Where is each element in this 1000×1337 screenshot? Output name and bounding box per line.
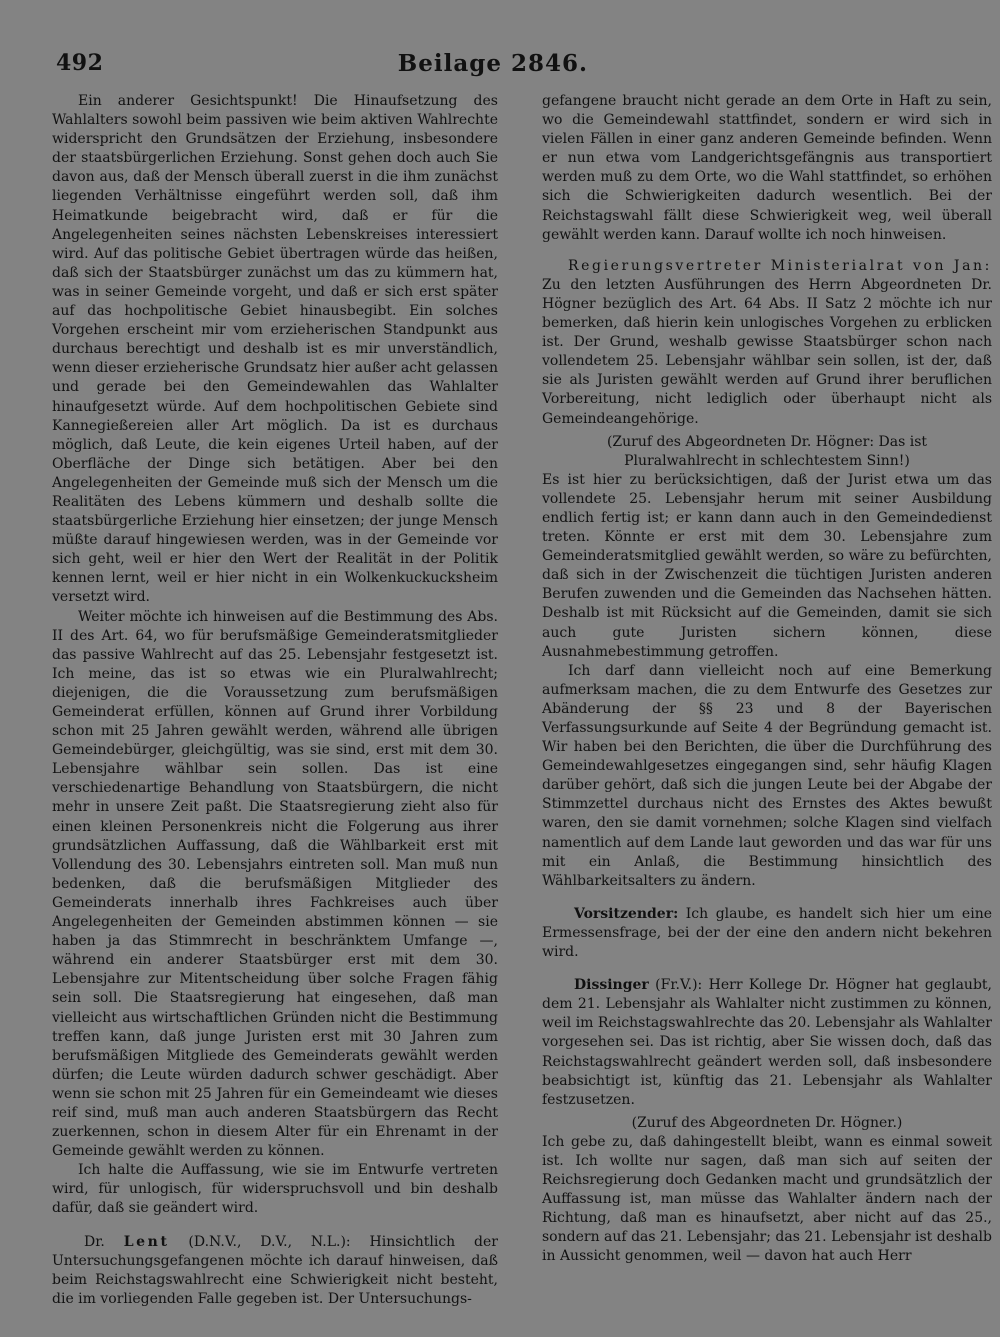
speaker-affiliation: (D.N.V., D.V., N.L.): (169, 1233, 370, 1250)
speaker-name: Vorsitzender: (574, 905, 679, 922)
speaker-name: Lent (123, 1233, 170, 1250)
speaker-name: Dissinger (574, 977, 649, 994)
speech-paragraph (542, 905, 992, 962)
speech-paragraph (52, 1233, 498, 1309)
speech-text: Zu den letzten Ausführungen des Herrn Abgeordneten Dr. Högner bezüglich des Art. 64 Abs. II Satz 2 möchte ich nur bemerken, daß hierin kein unlogisches Vorgehen zu erblicken ist. Der Grund, weshalb gewisse Staatsbürger schon nach vollendetem 25. Lebensjahr wählbar sein sollen, ist der, daß sie als Juristen gewählt werden auf Grund ihrer beruflichen Vorbereitung, nicht lediglich oder überhaupt nicht als Gemeindeangehörige. (542, 276, 992, 427)
speech-paragraph (542, 976, 992, 1110)
speaker-prefix: Dr. (84, 1233, 124, 1250)
speaker-separator (678, 906, 686, 922)
speaker-name: Regierungsvertreter Ministerialrat von Jan: (568, 257, 992, 274)
page-number: 492 (56, 50, 104, 76)
speech-text: Ich glaube, es handelt sich hier um eine Ermessensfrage, bei der der eine den andern nicht bekehren wird. (542, 905, 992, 961)
paragraph: Ich gebe zu, daß dahingestellt bleibt, wann es einmal soweit ist. Ich wollte nur sagen, daß man sich auf seiten der Reichsregierung doch Gedanken macht und grundsätzlich der Auffassung ist, man müsse das Wahlalter ändern nach der Richtung, daß man es hinaufsetzt, aber nicht auf das 25., sondern auf das 21. Lebensjahr; das 21. Lebensjahr ist deshalb in Aussicht genommen, weil — davon hat auch Herr (542, 1133, 992, 1265)
right-column (542, 92, 992, 1267)
page-header (56, 50, 588, 84)
speech-text: Hinsichtlich der Untersuchungsgefangenen möchte ich darauf hinweisen, daß beim Reichstagswahlrecht eine Schwierigkeit nicht besteht, die im vorliegenden Falle gegeben ist. Der Untersuchungs- (52, 1233, 498, 1307)
left-column (52, 92, 498, 1309)
interjection: (Zuruf des Abgeordneten Dr. Högner: Das ist Pluralwahlrecht in schlechtestem Sinn!) (606, 433, 928, 469)
paragraph: Es ist hier zu berücksichtigen, daß der Jurist etwa um das vollendete 25. Lebensjahr herum mit seiner Ausbildung endlich fertig ist; er kann dann auch in den Gemeindedienst treten. Könnte er erst mit dem 30. Lebensjahre zum Gemeinderatsmitglied gewählt werden, so wäre zu befürchten, daß sich in der Zwischenzeit die tüchtigen Juristen anderen Berufen zuwenden und die Gemeinden das Nachsehen hätten. Deshalb ist mit Rücksicht auf die Gemeinden, damit sie sich auch gute Juristen sichern können, diese Ausnahmebestimmung getroffen. (542, 471, 992, 660)
page-title: Beilage 2846. (397, 50, 588, 77)
speech-paragraph (542, 257, 992, 429)
paragraph: Ein anderer Gesichtspunkt! Die Hinaufsetzung des Wahlalters sowohl beim passiven wie beim aktiven Wahlrechte widerspricht den Grundsätzen der Erziehung, insbesondere der staatsbürgerlichen Erziehung. Sonst gehen doch auch Sie davon aus, daß der Mensch überall zuerst in die ihm zunächst liegenden Verhältnisse eingeführt werden soll, daß ihm Heimatkunde beigebracht wird, daß er für die Angelegenheiten seines nächsten Lebenskreises interessiert wird. Auf das politische Gebiet übertragen würde das heißen, daß sich der Staatsbürger zunächst um das zu kümmern hat, was in seiner Gemeinde vorgeht, und daß er sich erst später auf das hochpolitische Gebiet hinausbegibt. Ein solches Vorgehen erscheint mir vom erzieherischen Standpunkt aus durchaus berechtigt und deshalb ist es mir unverständlich, wenn dieser erzieherische Grundsatz hier außer acht gelassen und gerade bei den Gemeindewahlen das Wahlalter hinaufgesetzt würde. Auf dem hochpolitischen Gebiete sind Kannegießereien aller Art möglich. Da ist es durchaus möglich, daß Leute, die kein eigenes Urteil haben, auf der Oberfläche der Dinge sich betätigen. Aber bei den Angelegenheiten der Gemeinde muß sich der Mensch um die Realitäten des Lebens kümmern und deshalb sollte die staatsbürgerliche Erziehung hier einsetzen; der junge Mensch müßte darauf hingewiesen werden, was in der Gemeinde vor sich geht, weil er hier den Wert der Realität in der Politik kennen lernt, weil er hier nicht in ein Wolkenkuckucksheim versetzt wird. (52, 93, 498, 606)
paragraph: Weiter möchte ich hinweisen auf die Bestimmung des Abs. II des Art. 64, wo für berufsmäßige Gemeinderatsmitglieder das passive Wahlrecht auf das 25. Lebensjahr festgesetzt ist. Ich meine, das ist so etwas wie ein Pluralwahlrecht; diejenigen, die die Voraussetzung zum berufsmäßigen Gemeinderat erfüllen, können auf Grund ihrer Vorbildung schon mit 25 Jahren gewählt werden, während alle übrigen Gemeindebürger, gleichgültig, was sie sind, erst mit dem 30. Lebensjahre wählbar sein sollen. Das ist eine verschiedenartige Behandlung von Staatsbürgern, die nicht mehr in unsere Zeit paßt. Die Staatsregierung zieht also für einen kleinen Personenkreis nicht die Folgerung aus ihrer grundsätzlichen Auffassung, daß die Wählbarkeit erst mit Vollendung des 30. Lebensjahrs eintreten soll. Man muß nun bedenken, daß die berufsmäßigen Mitglieder des Gemeinderats innerhalb ihres Fachkreises auch über Angelegenheiten der Gemeinden abstimmen können — sie haben ja das Stimmrecht in beschränktem Umfange —, während ein anderer Staatsbürger erst mit dem 30. Lebensjahre zur Mitentscheidung über solche Fragen fähig sein soll. Die Staatsregierung hat eingesehen, daß man vielleicht aus wirtschaftlichen Gründen nicht die Bestimmung treffen kann, daß junge Juristen erst mit 30 Jahren zum berufsmäßigen Mitgliede des Gemeinderats gewählt werden dürfen; die Leute würden dadurch schwer geschädigt. Aber wenn sie schon mit 25 Jahren für ein Gemeindeamt wie dieses reif sind, muß man auch anderen Staatsbürgern das Recht zuerkennen, schon in diesem Alter für ein Ehrenamt in der Gemeinde gewählt werden zu können. (52, 608, 498, 1160)
paragraph: Ich darf dann vielleicht noch auf eine Bemerkung aufmerksam machen, die zu dem Entwurfe des Gesetzes zur Abänderung der §§ 23 und 8 der Bayerischen Verfassungsurkunde auf Seite 4 der Begründung gemacht ist. Wir haben bei den Berichten, die über die Durchführung des Gemeindewahlgesetzes eingegangen sind, sehr häufig Klagen darüber gehört, daß sich die jungen Leute bei der Abgabe der Stimmzettel durchaus nicht des Ernstes des Aktes bewußt waren, den sie damit vornehmen; solche Klagen sind vielfach namentlich auf dem Lande laut geworden und das war für uns mit ein Anlaß, die Bestimmung hinsichtlich des Wählbarkeitsalters zu ändern. (542, 662, 992, 889)
speaker-affiliation: (Fr.V.): (648, 977, 709, 994)
speech-text: Herr Kollege Dr. Högner hat geglaubt, dem 21. Lebensjahr als Wahlalter nicht zustimmen zu können, weil im Reichstagswahlrechte das 20. Lebensjahr als Wahlalter vorgesehen sei. Das ist richtig, aber Sie wissen doch, daß das Reichstagswahlrecht geändert werden soll, daß insbesondere beabsichtigt ist, künftig das 21. Lebensjahr als Wahlalter festzusetzen. (542, 977, 992, 1108)
paragraph: gefangene braucht nicht gerade an dem Orte in Haft zu sein, wo die Gemeindewahl stattfindet, sondern er wird sich in vielen Fällen in einer ganz anderen Gemeinde befinden. Wenn er nun etwa vom Landgerichtsgefängnis aus transportiert werden muß zu dem Orte, wo die Wahl stattfindet, so erhöhen sich die Schwierigkeiten dadurch wesentlich. Bei der Reichstagswahl fällt diese Schwierigkeit weg, weil überall gewählt werden kann. Darauf wollte ich noch hinweisen. (542, 93, 992, 243)
paragraph: Ich halte die Auffassung, wie sie im Entwurfe vertreten wird, für unlogisch, für widerspruchsvoll und bin deshalb dafür, daß sie geändert wird. (52, 1162, 498, 1217)
interjection: (Zuruf des Abgeordneten Dr. Högner.) (631, 1114, 903, 1131)
